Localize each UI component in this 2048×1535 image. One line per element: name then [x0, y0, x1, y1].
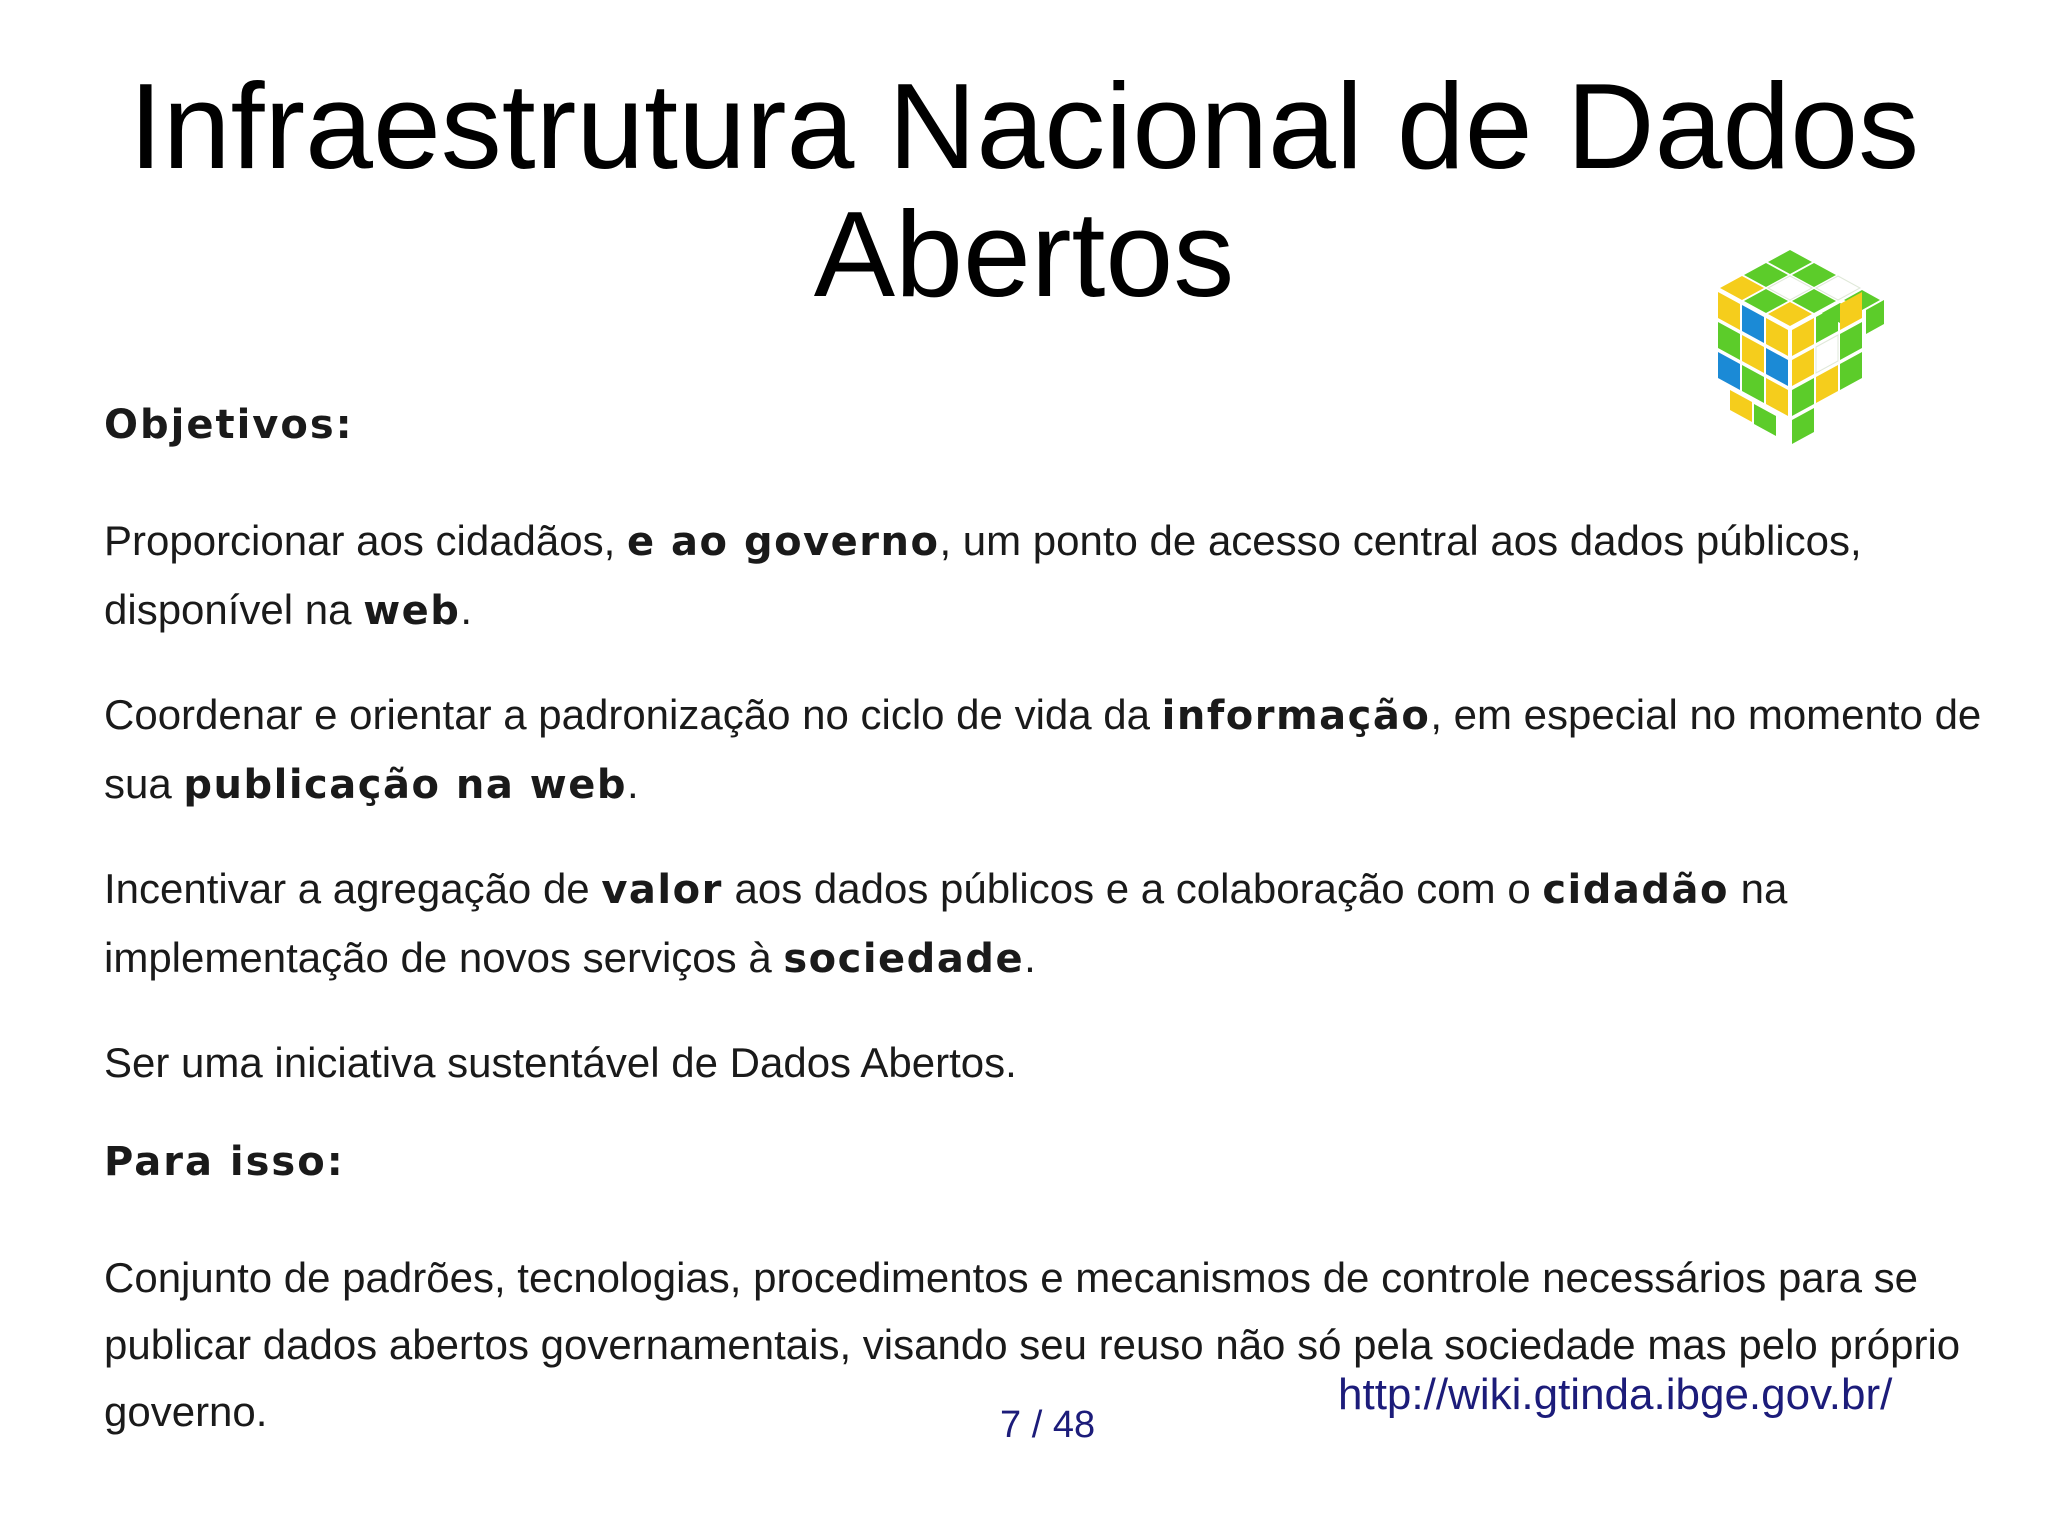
page-current: 7: [1000, 1404, 1022, 1446]
slide-body: [104, 395, 1984, 1481]
objetivo-3-text-d: .: [1024, 934, 1036, 981]
objetivo-3-text-b: aos dados públicos e a colaboração com o: [722, 865, 1543, 912]
slide-title-line-1: Infraestrutura Nacional de Dados: [128, 58, 1920, 194]
objetivo-2-text-c: .: [626, 760, 639, 807]
objetivo-1: [104, 507, 1984, 645]
page-separator: /: [1031, 1404, 1043, 1446]
objetivo-3: [104, 855, 1984, 993]
objetivo-2-text-b: , em especial no momento de sua: [104, 691, 1982, 807]
objetivos-heading: Objetivos:: [104, 402, 354, 448]
objetivo-2-emphasis-b: publicação na web: [183, 762, 627, 808]
slide-title-line-2: Abertos: [813, 186, 1235, 322]
objetivo-3-emphasis-a: valor: [601, 867, 723, 913]
objetivo-3-text-a: Incentivar a agregação de: [104, 865, 602, 912]
page-indicator: [1000, 1397, 1095, 1453]
objetivo-1-emphasis-b: web: [363, 588, 461, 634]
objetivo-3-text-c: na implementação de novos serviços à: [104, 865, 1788, 981]
objetivo-2-text-a: Coordenar e orientar a padronização no ciclo de vida da: [104, 691, 1162, 738]
objetivo-3-emphasis-c: sociedade: [783, 936, 1025, 982]
objetivo-2-emphasis-a: informação: [1161, 693, 1431, 739]
objetivo-1-text-b: , um ponto de acesso central aos dados públicos, disponível na: [104, 517, 1862, 633]
objetivo-1-emphasis-a: e ao governo: [626, 519, 940, 565]
objetivo-2: [104, 681, 1984, 819]
objetivo-3-emphasis-b: cidadão: [1542, 867, 1729, 913]
para-isso-text: Conjunto de padrões, tecnologias, procedimentos e mecanismos de controle necessários para se publicar dados abertos governamentais, visando seu reuso não só pela sociedade mas pelo próprio governo.: [104, 1254, 1961, 1435]
objetivo-1-text-a: Proporcionar aos cidadãos,: [104, 517, 627, 564]
objetivo-4: Ser uma iniciativa sustentável de Dados Abertos.: [104, 1039, 1017, 1086]
para-isso-heading: Para isso:: [104, 1139, 345, 1185]
wiki-link[interactable]: http://wiki.gtinda.ibge.gov.br/: [1338, 1370, 1893, 1419]
page-total: 48: [1052, 1404, 1096, 1446]
objetivo-1-text-c: .: [460, 586, 473, 633]
